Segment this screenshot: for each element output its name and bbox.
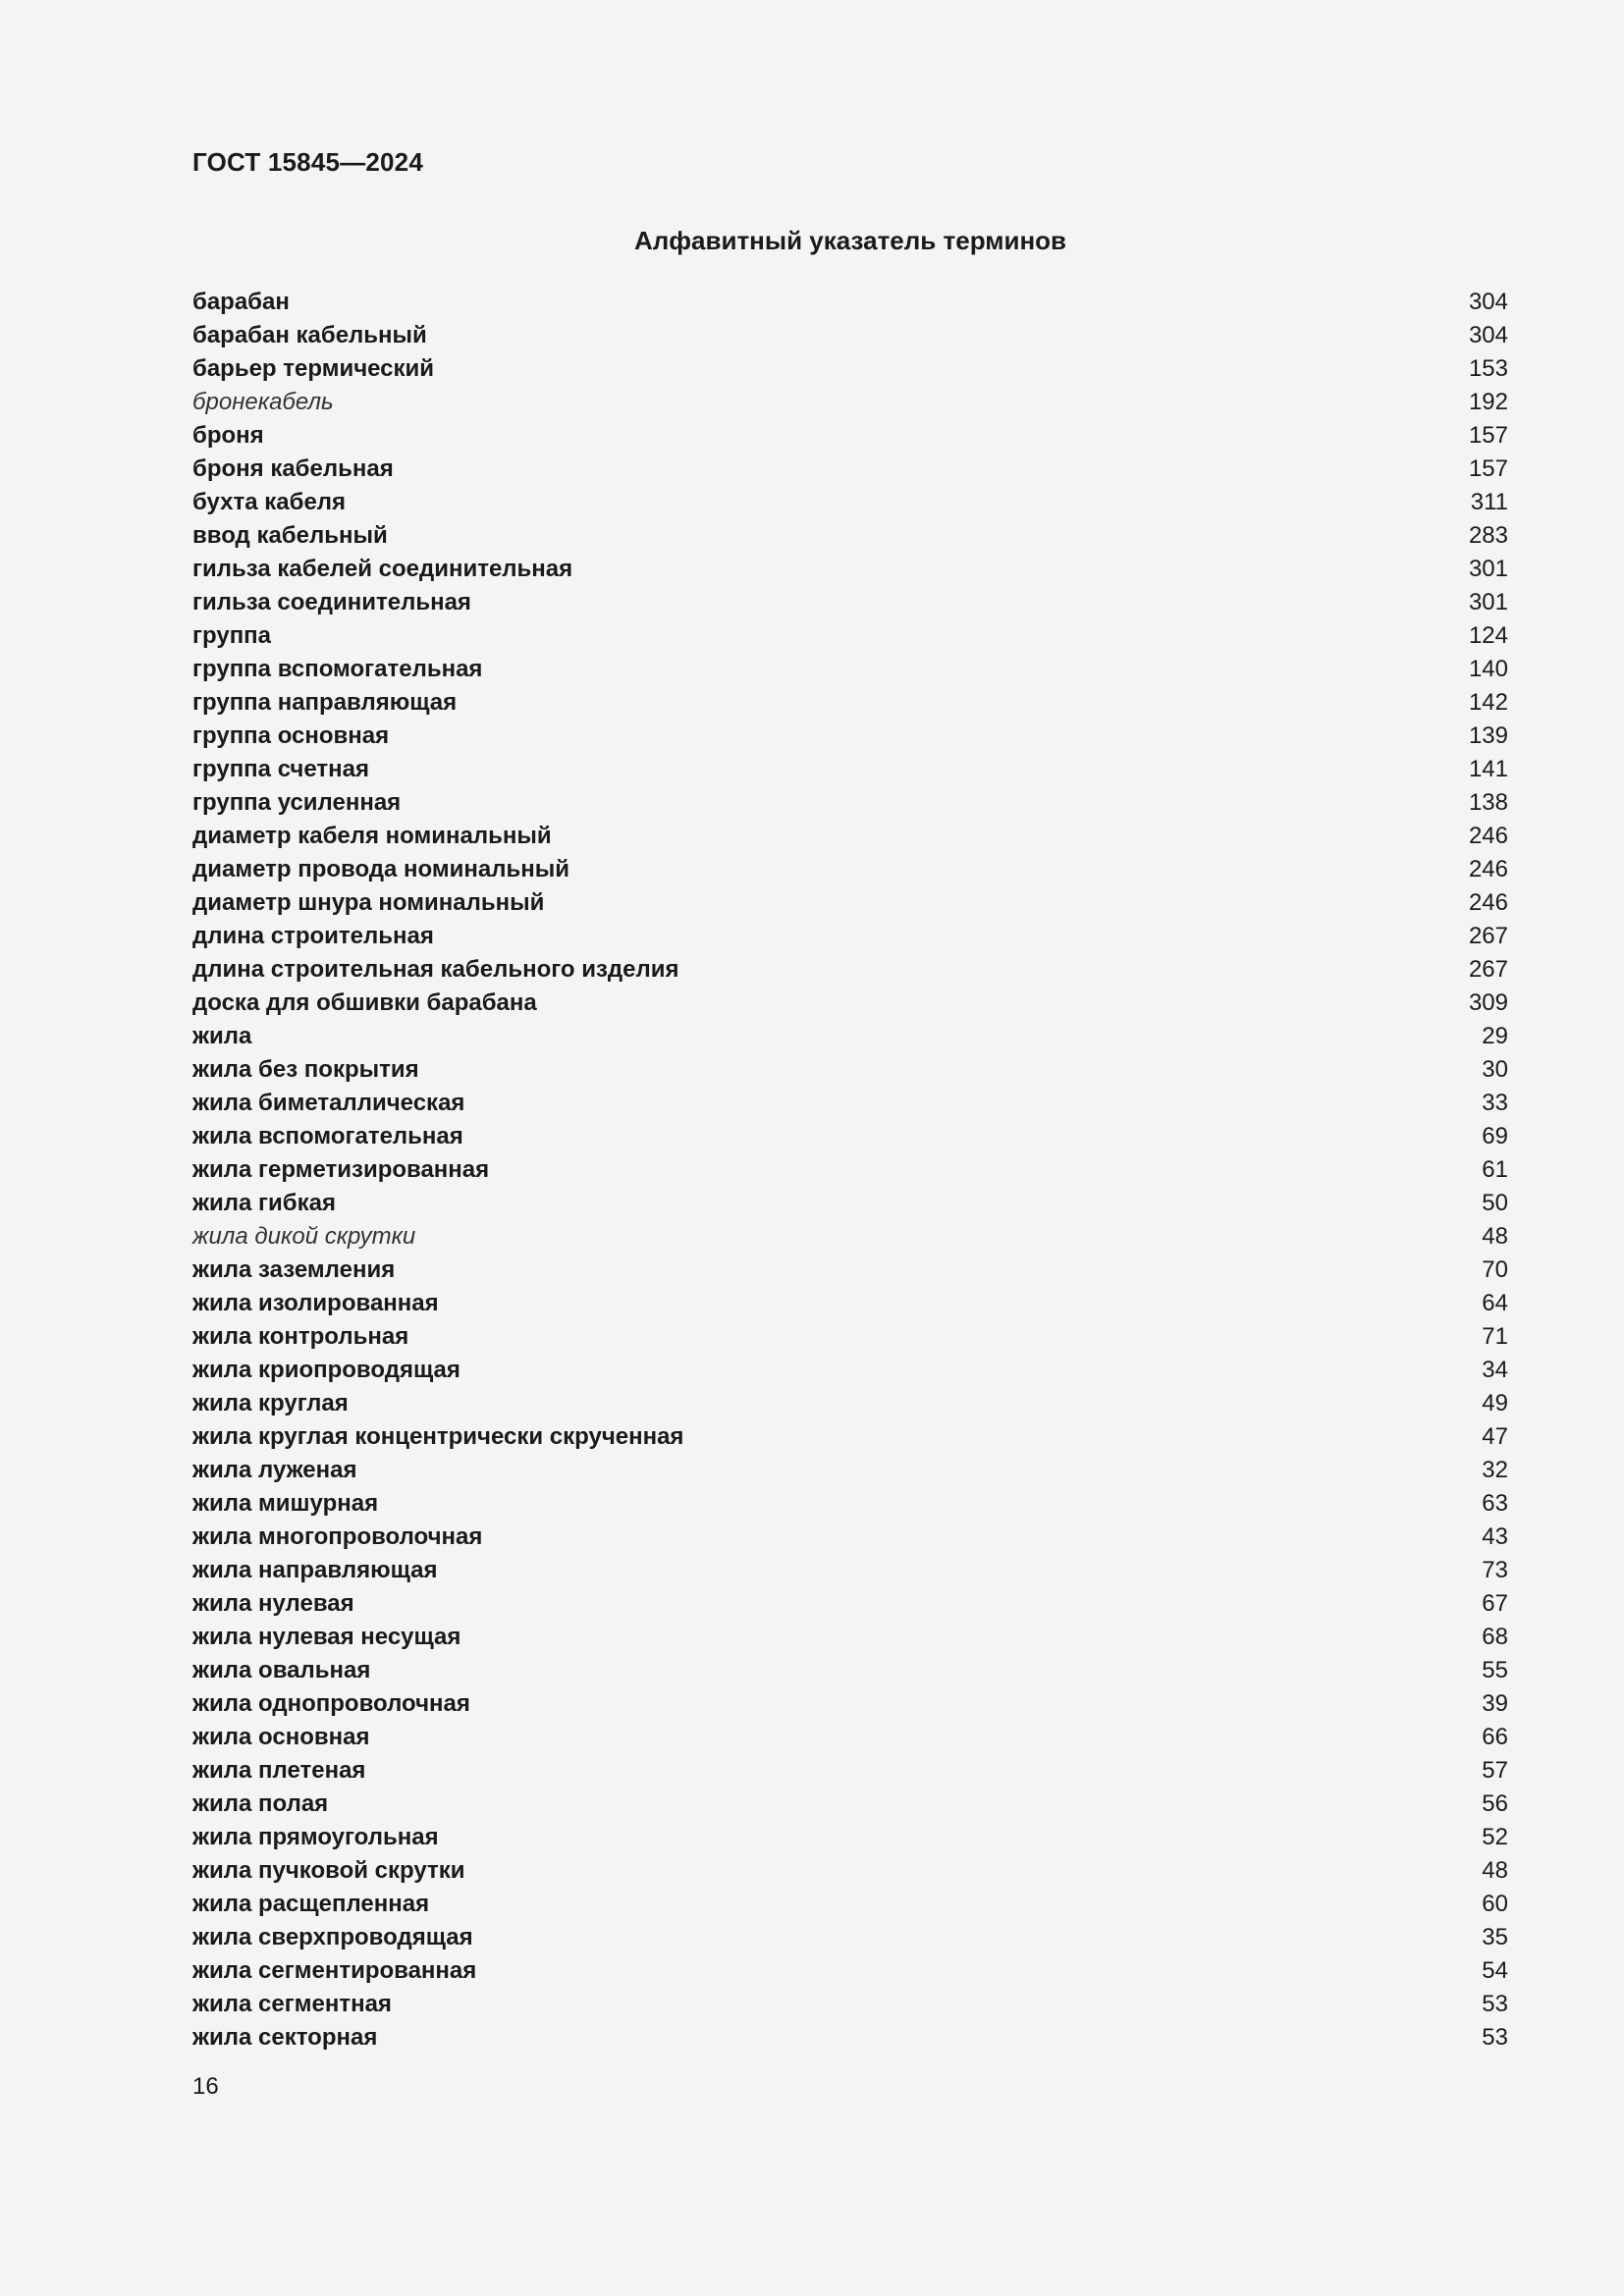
index-term: жила прямоугольная — [192, 1824, 439, 1850]
index-term: группа усиленная — [192, 789, 402, 816]
index-page-ref: 246 — [1468, 823, 1508, 849]
index-term: броня — [192, 422, 264, 449]
index-entry — [192, 820, 1508, 853]
index-term: жила круглая концентрически скрученная — [192, 1423, 684, 1450]
index-term: барьер термический — [192, 355, 435, 382]
index-entry — [192, 653, 1508, 686]
index-term: бронекабель — [192, 389, 334, 415]
index-term: группа направляющая — [192, 689, 458, 716]
index-page-ref: 141 — [1468, 756, 1508, 782]
index-page-ref: 139 — [1468, 722, 1508, 749]
index-page-ref: 64 — [1482, 1290, 1508, 1316]
index-term: гильза соединительная — [192, 589, 471, 615]
index-entry — [192, 1754, 1508, 1788]
index-term: жила многопроволочная — [192, 1523, 483, 1550]
index-page-ref: 30 — [1482, 1056, 1508, 1083]
index-entry — [192, 1187, 1508, 1220]
index-page-ref: 54 — [1482, 1957, 1508, 1984]
index-page-ref: 138 — [1468, 789, 1508, 816]
index-entry — [192, 352, 1508, 386]
index-page-ref: 283 — [1468, 522, 1508, 549]
index-page-ref: 153 — [1468, 355, 1508, 382]
index-entry — [192, 1888, 1508, 1921]
index-term: группа — [192, 622, 272, 649]
index-term: жила нулевая несущая — [192, 1624, 461, 1650]
index-term: жила гибкая — [192, 1190, 336, 1216]
index-page-ref: 48 — [1482, 1857, 1508, 1884]
index-page-ref: 246 — [1468, 856, 1508, 882]
index-term: жила нулевая — [192, 1590, 354, 1617]
index-entry — [192, 486, 1508, 519]
index-page-ref: 33 — [1482, 1090, 1508, 1116]
index-page-ref: 61 — [1482, 1156, 1508, 1183]
index-page-ref: 301 — [1468, 556, 1508, 582]
index-entry — [192, 1287, 1508, 1320]
index-term: жила вспомогательная — [192, 1123, 463, 1149]
index-page-ref: 309 — [1468, 989, 1508, 1016]
index-term: жила плетеная — [192, 1757, 366, 1784]
index-page-ref: 49 — [1482, 1390, 1508, 1416]
index-entry — [192, 720, 1508, 753]
index-page-ref: 60 — [1482, 1891, 1508, 1917]
index-page-ref: 67 — [1482, 1590, 1508, 1617]
index-term: жила пучковой скрутки — [192, 1857, 465, 1884]
index-page-ref: 56 — [1482, 1790, 1508, 1817]
index-page-ref: 73 — [1482, 1557, 1508, 1583]
index-entry — [192, 2021, 1508, 2055]
index-entry — [192, 886, 1508, 920]
index-entry — [192, 286, 1508, 319]
index-page-ref: 301 — [1468, 589, 1508, 615]
index-entry — [192, 1654, 1508, 1687]
index-term: жила однопроволочная — [192, 1690, 470, 1717]
index-entry — [192, 453, 1508, 486]
index-term: диаметр провода номинальный — [192, 856, 569, 882]
index-entry — [192, 786, 1508, 820]
index-term: жила овальная — [192, 1657, 371, 1683]
index-page-ref: 140 — [1468, 656, 1508, 682]
index-entry — [192, 519, 1508, 553]
index-page-ref: 53 — [1482, 2024, 1508, 2051]
index-term: жила сверхпроводящая — [192, 1924, 473, 1950]
index-term: диаметр шнура номинальный — [192, 889, 545, 916]
index-term: группа счетная — [192, 756, 369, 782]
index-entry — [192, 1721, 1508, 1754]
index-entry — [192, 920, 1508, 953]
index-term: ввод кабельный — [192, 522, 388, 549]
index-term: жила круглая — [192, 1390, 349, 1416]
index-term: жила биметаллическая — [192, 1090, 465, 1116]
index-term: гильза кабелей соединительная — [192, 556, 573, 582]
index-page-ref: 34 — [1482, 1357, 1508, 1383]
index-page-ref: 55 — [1482, 1657, 1508, 1683]
index-entry — [192, 1821, 1508, 1854]
index-page-ref: 63 — [1482, 1490, 1508, 1517]
index-term: длина строительная — [192, 923, 434, 949]
index-page-ref: 43 — [1482, 1523, 1508, 1550]
index-entry — [192, 1020, 1508, 1053]
index-term: жила основная — [192, 1724, 370, 1750]
page-number: 16 — [192, 2073, 219, 2100]
index-page-ref: 35 — [1482, 1924, 1508, 1950]
index-entry — [192, 1220, 1508, 1254]
index-entry — [192, 1554, 1508, 1587]
index-page-ref: 52 — [1482, 1824, 1508, 1850]
index-page-ref: 157 — [1468, 422, 1508, 449]
index-page-ref: 48 — [1482, 1223, 1508, 1250]
index-page-ref: 142 — [1468, 689, 1508, 716]
index-entry — [192, 1087, 1508, 1120]
index-entry — [192, 1621, 1508, 1654]
index-term: жила — [192, 1023, 252, 1049]
index-entry — [192, 586, 1508, 619]
term-index-list — [192, 286, 1508, 2055]
index-entry — [192, 319, 1508, 352]
index-entry — [192, 1454, 1508, 1487]
index-term: броня кабельная — [192, 455, 394, 482]
index-term: жила секторная — [192, 2024, 378, 2051]
index-page-ref: 66 — [1482, 1724, 1508, 1750]
index-term: жила луженая — [192, 1457, 357, 1483]
index-entry — [192, 1354, 1508, 1387]
index-term: жила мишурная — [192, 1490, 379, 1517]
index-page-ref: 71 — [1482, 1323, 1508, 1350]
index-page-ref: 57 — [1482, 1757, 1508, 1784]
index-page-ref: 304 — [1468, 322, 1508, 348]
index-entry — [192, 1587, 1508, 1621]
index-entry — [192, 1320, 1508, 1354]
index-page-ref: 192 — [1468, 389, 1508, 415]
index-page-ref: 53 — [1482, 1991, 1508, 2017]
index-page-ref: 68 — [1482, 1624, 1508, 1650]
index-page-ref: 69 — [1482, 1123, 1508, 1149]
index-term: жила расщепленная — [192, 1891, 430, 1917]
index-page-ref: 50 — [1482, 1190, 1508, 1216]
index-entry — [192, 386, 1508, 419]
index-term: барабан кабельный — [192, 322, 427, 348]
index-term: группа вспомогательная — [192, 656, 483, 682]
index-page-ref: 267 — [1468, 956, 1508, 983]
index-term: жила дикой скрутки — [192, 1223, 416, 1250]
index-term: жила герметизированная — [192, 1156, 490, 1183]
index-page-ref: 29 — [1482, 1023, 1508, 1049]
index-page-ref: 246 — [1468, 889, 1508, 916]
index-entry — [192, 1153, 1508, 1187]
document-code: ГОСТ 15845—2024 — [192, 147, 423, 177]
index-title: Алфавитный указатель терминов — [633, 226, 1067, 255]
index-entry — [192, 1120, 1508, 1153]
index-term: группа основная — [192, 722, 390, 749]
index-page-ref: 304 — [1468, 289, 1508, 315]
index-term: жила криопроводящая — [192, 1357, 460, 1383]
index-term: длина строительная кабельного изделия — [192, 956, 679, 983]
index-page-ref: 124 — [1468, 622, 1508, 649]
index-term: барабан — [192, 289, 290, 315]
index-entry — [192, 1521, 1508, 1554]
index-entry — [192, 853, 1508, 886]
index-entry — [192, 987, 1508, 1020]
index-page-ref: 39 — [1482, 1690, 1508, 1717]
index-page-ref: 311 — [1470, 489, 1508, 515]
index-entry — [192, 1954, 1508, 1988]
index-page-ref: 47 — [1482, 1423, 1508, 1450]
index-term: жила изолированная — [192, 1290, 439, 1316]
index-page-ref: 267 — [1468, 923, 1508, 949]
index-entry — [192, 419, 1508, 453]
index-entry — [192, 553, 1508, 586]
index-term: диаметр кабеля номинальный — [192, 823, 552, 849]
index-term: жила полая — [192, 1790, 329, 1817]
index-term: жила без покрытия — [192, 1056, 419, 1083]
index-page-ref: 32 — [1482, 1457, 1508, 1483]
index-term: жила контрольная — [192, 1323, 409, 1350]
index-page-ref: 70 — [1482, 1256, 1508, 1283]
index-term: бухта кабеля — [192, 489, 347, 515]
index-entry — [192, 1788, 1508, 1821]
index-entry — [192, 953, 1508, 987]
index-entry — [192, 1387, 1508, 1420]
index-term: жила направляющая — [192, 1557, 438, 1583]
index-entry — [192, 1254, 1508, 1287]
index-entry — [192, 753, 1508, 786]
index-term: жила сегментная — [192, 1991, 392, 2017]
index-entry — [192, 1921, 1508, 1954]
index-entry — [192, 1420, 1508, 1454]
index-term: доска для обшивки барабана — [192, 989, 537, 1016]
index-entry — [192, 1487, 1508, 1521]
index-page-ref: 157 — [1468, 455, 1508, 482]
index-entry — [192, 686, 1508, 720]
index-entry — [192, 1687, 1508, 1721]
index-entry — [192, 619, 1508, 653]
index-entry — [192, 1854, 1508, 1888]
index-term: жила сегментированная — [192, 1957, 477, 1984]
index-entry — [192, 1988, 1508, 2021]
index-entry — [192, 1053, 1508, 1087]
index-term: жила заземления — [192, 1256, 396, 1283]
